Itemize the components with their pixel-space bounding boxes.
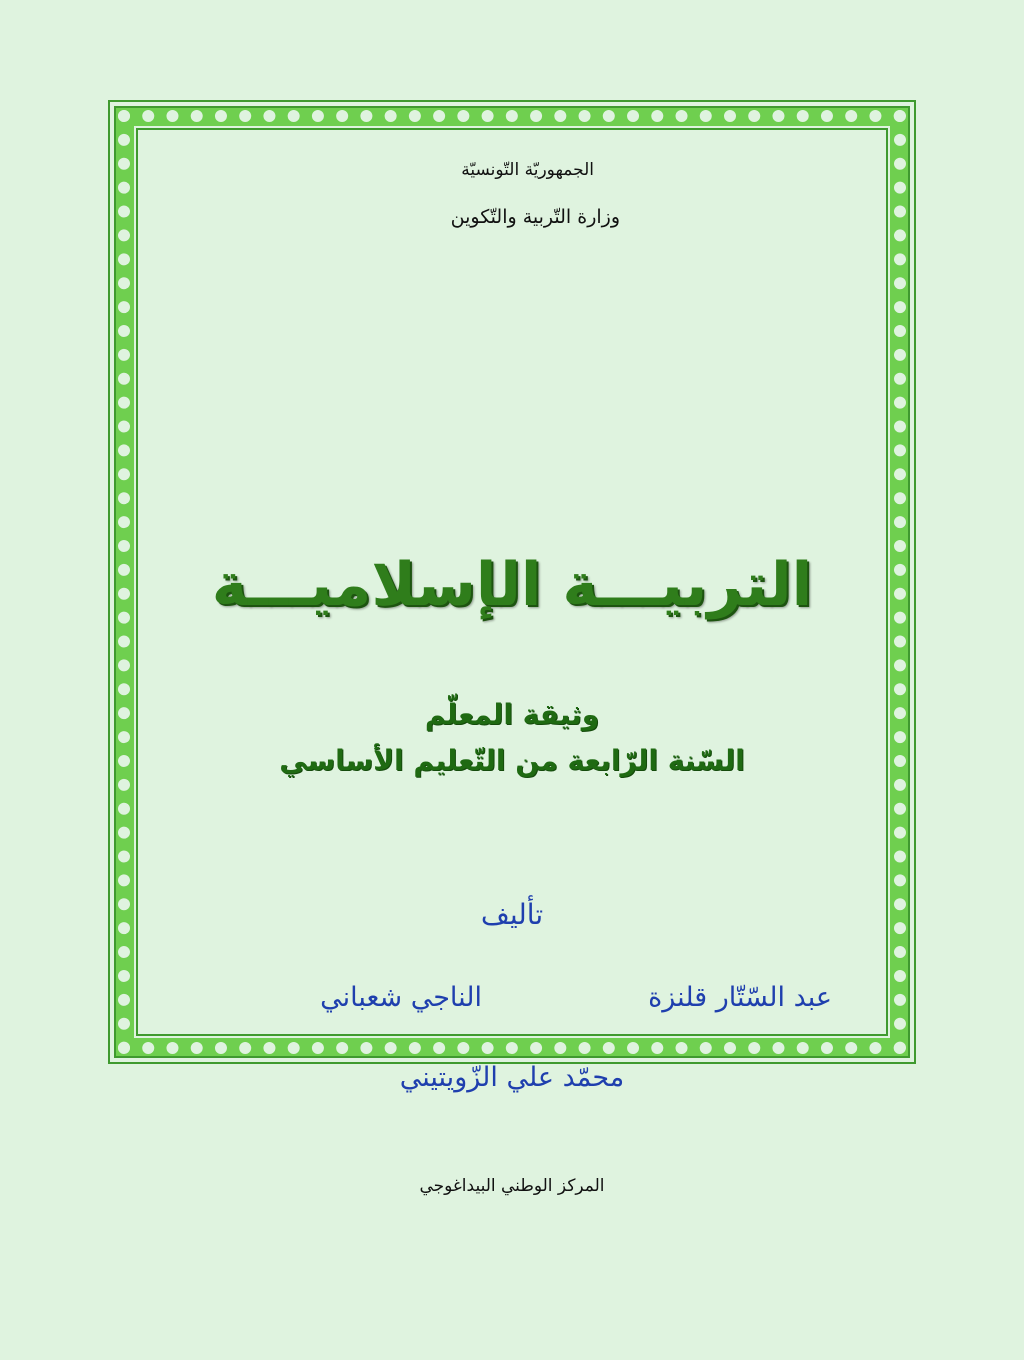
author-name-3: محمّد علي الزّويتيني bbox=[399, 1062, 625, 1093]
publisher-label: المركز الوطني البيداغوجي bbox=[419, 1176, 605, 1196]
author-name-2: الناجي شعباني bbox=[320, 982, 482, 1013]
book-title: التربيـــة الإسلاميـــة bbox=[211, 550, 813, 620]
authorship-label: تأليف bbox=[480, 898, 544, 931]
book-subtitle-grade: السّنة الرّابعة من التّعليم الأساسي bbox=[279, 744, 745, 777]
cover-content bbox=[138, 130, 886, 1196]
author-name-1: عبد السّتّار قلنزة bbox=[648, 982, 832, 1013]
page-frame bbox=[108, 100, 916, 1196]
book-subtitle-teacher-guide: وثيقة المعلّم bbox=[424, 698, 600, 731]
republic-label: الجمهوريّة التّونسيّة bbox=[461, 160, 594, 180]
ministry-label: وزارة التّربية والتّكوين bbox=[450, 206, 620, 228]
